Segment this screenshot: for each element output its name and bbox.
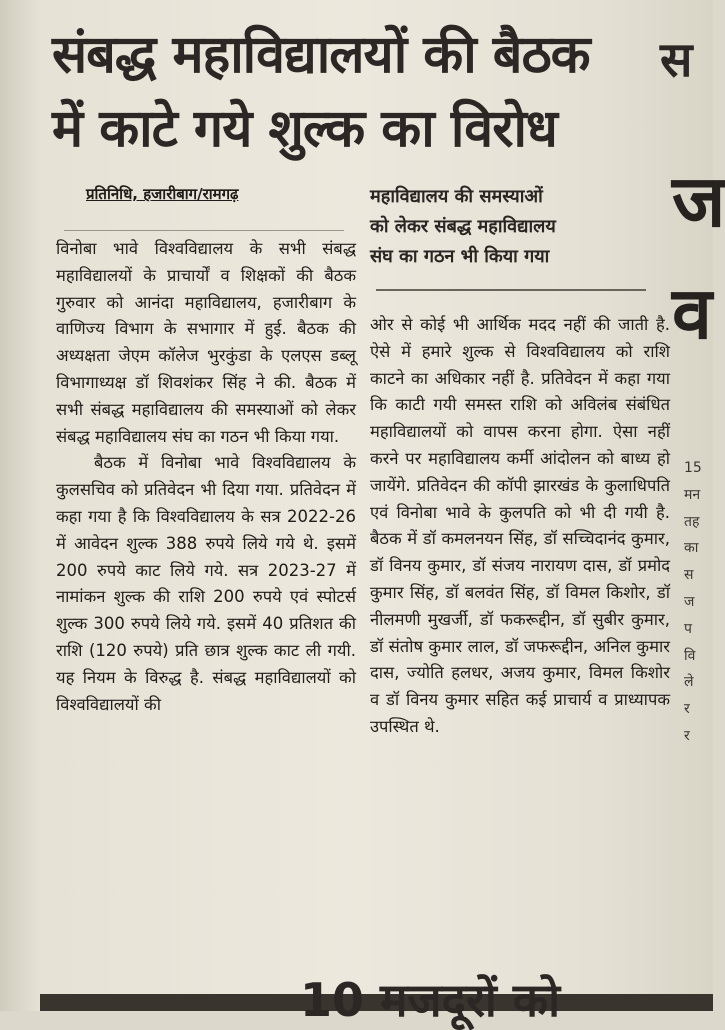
left-column (56, 236, 356, 718)
headline-line-1: संबद्ध महाविद्यालयों की बैठक (52, 25, 590, 85)
subheading-line-1: महाविद्यालय की समस्याओं (370, 186, 543, 207)
left-paragraph-2: बैठक में विनोबा भावे विश्वविद्यालय के कुलसचिव को प्रतिवेदन भी दिया गया. प्रतिवेदन में कहा गया है कि विश्वविद्यालय के सत्र 2022-26 में आवेदन शुल्क 388 रुपये लिये गये थे. इसमें 200 रुपये काट लिये गये. सत्र 2023-27 में नामांकन शुल्क की राशि 200 रुपये एवं स्पोटर्स शुल्क 300 रुपये लिये गये. इसमें 40 प्रतिशत की राशि (120 रुपये) प्रति छात्र शुल्क काट ली गयी. यह नियम के विरुद्ध है. संबद्ध महाविद्यालयों को विश्वविद्यालयों की (56, 453, 356, 714)
margin-fragment: ले (684, 674, 694, 691)
margin-fragment: 15 (684, 460, 702, 476)
adjacent-column-fragments (684, 455, 714, 750)
subheading-rule (376, 289, 646, 291)
margin-fragment: वि (684, 647, 696, 664)
margin-fragment: स (684, 567, 694, 584)
edge-glyph-top: ज (672, 159, 725, 243)
bottom-headline-fragment: 10 मजदूरों को (300, 973, 561, 1027)
right-column (370, 312, 670, 741)
left-paragraph-1: विनोबा भावे विश्वविद्यालय के सभी संबद्ध महाविद्यालयों के प्राचार्यों व शिक्षकों की बैठक गुरुवार को आनंदा महाविद्यालय, हजारीबाग के वाणिज्य विभाग के सभागार में हुई. बैठक की अध्यक्षता जेएम कॉलेज भुरकुंडा के एलएस डब्लू विभागाध्यक्ष डॉ शिवशंकर सिंह ने की. बैठक में सभी संबद्ध महाविद्यालय की समस्याओं को लेकर संबद्ध महाविद्यालय संघ का गठन भी किया गया. (56, 239, 356, 446)
headline (52, 18, 672, 166)
margin-fragment: तह (684, 513, 700, 530)
subheading-line-2: को लेकर संबद्ध महाविद्यालय (370, 216, 556, 237)
byline: प्रतिनिधि, हजारीबाग/रामगढ़ (86, 185, 239, 203)
subheading (370, 182, 670, 272)
headline-line-2: में काटे गये शुल्क का विरोध (52, 99, 557, 159)
margin-fragment: का (684, 540, 699, 557)
margin-fragment: मन (684, 486, 701, 503)
right-paragraph-1: ओर से कोई भी आर्थिक मदद नहीं की जाती है. ऐसे में हमारे शुल्क से विश्वविद्यालय को राशि काटने का अधिकार नहीं है. प्रतिवेदन में कहा गया कि काटी गयी समस्त राशि को अविलंब संबंधित महाविद्यालयों को वापस करना होगा. ऐसा नहीं करने पर महाविद्यालय कर्मी आंदोलन को बाध्य हो जायेंगे. प्रतिवेदन की कॉपी झारखंड के कुलाधिपति एवं विनोबा भावे के कुलपति को भी दी गयी है. बैठक में डॉ कमलनयन सिंह, डॉ सच्चिदानंद कुमार, डॉ विनय कुमार, डॉ संजय नारायण दास, डॉ प्रमोद कुमार सिंह, डॉ बलवंत सिंह, डॉ विमल किशोर, डॉ नीलमणी मुखर्जी, डॉ फकरूद्दीन, डॉ सुबीर कुमार, डॉ संतोष कुमार लाल, डॉ जफरूद्दीन, अनिल कुमार दास, ज्योति हलधर, अजय कुमार, विमल किशोर व डॉ विनय कुमार सहित कई प्राचार्य व प्राध्यापक उपस्थित थे. (370, 315, 670, 736)
margin-fragment: प (684, 620, 692, 637)
margin-fragment: र (684, 701, 690, 718)
adjacent-headline-fragment: स (660, 32, 693, 88)
subheading-line-3: संघ का गठन भी किया गया (370, 246, 550, 267)
margin-fragment: ज (684, 593, 695, 610)
margin-fragment: र (684, 727, 690, 744)
edge-glyph-middle: व (672, 271, 713, 355)
column-divider (64, 230, 344, 231)
